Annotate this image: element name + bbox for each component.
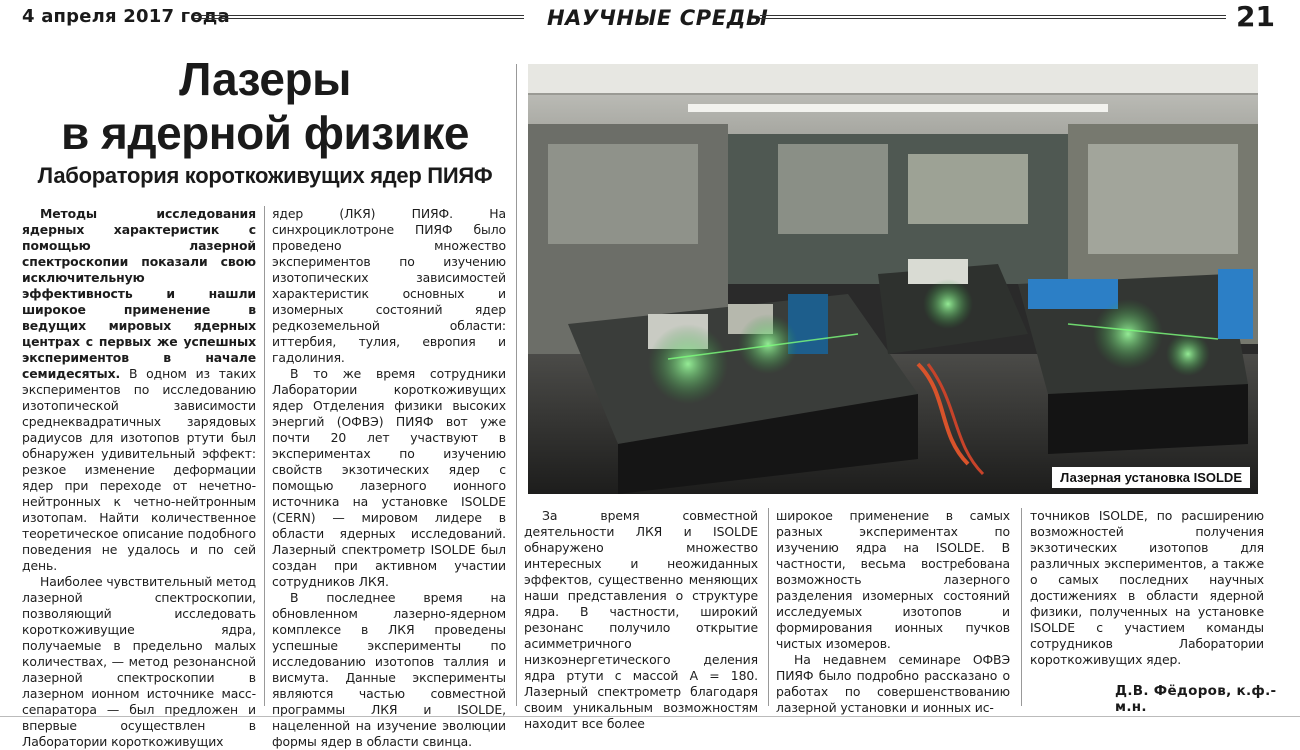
text-column-3 [524, 508, 758, 732]
column-separator [516, 64, 517, 706]
paragraph: За время совместной деятельности ЛКЯ и ISOLDE обнаружено множество интересных и неожиданных эффектов, существенно меняющих наши представления о структуре ядра. В частности, широкий резонанс получило открытие асимметричного низкоэнергетического деления ядра ртути с массой A = 180. Лазерный спектрометр благодаря своим уникальным возможностям находит все более [524, 508, 758, 731]
paragraph: ядер (ЛКЯ) ПИЯФ. На синхроциклотроне ПИЯФ было проведено множество экспериментов по изучению изотопических зависимостей характеристик основных и изомерных состояний ядер редкоземельной области: иттербия, тулия, европия и гадолиния. [272, 206, 506, 365]
headline-line-1: Лазеры [179, 53, 351, 105]
lead-text: Методы исследования ядерных характеристик с помощью лазерной спектроскопии показали свою исключительную эффективность и нашли широкое применение в ведущих мировых ядерных центрах с первых же успешных экспериментов в начале семидесятых. [22, 206, 256, 381]
article-subheadline: Лаборатория короткоживущих ядер ПИЯФ [37, 163, 493, 188]
author-signature: Д.В. Фёдоров, к.ф.-м.н. [1115, 683, 1277, 715]
paragraph: точников ISOLDE, по расширению возможностей получения экзотических изотопов для различных экспериментов, а также о самых последних научных достижениях в области ядерной физики, полученных на установке ISOLDE с участием команды сотрудников Лаборатории короткоживущих ядер. [1030, 508, 1264, 667]
header-rule-left [194, 15, 524, 19]
paragraph: На недавнем семинаре ОФВЭ ПИЯФ было подробно рассказано о работах по совершенствованию лазерной установки и ионных ис- [776, 652, 1010, 715]
lab-photo [528, 64, 1258, 494]
lead-paragraph [22, 206, 256, 574]
text-column-1 [22, 206, 256, 750]
page-number: 21 [1236, 0, 1275, 33]
column-separator [264, 206, 265, 706]
text-column-4 [776, 508, 1010, 716]
issue-date: 4 апреля 2017 года [22, 6, 230, 27]
article-headline [30, 52, 500, 160]
photo-caption: Лазерная установка ISOLDE [1052, 467, 1250, 488]
paragraph: В то же время сотрудники Лаборатории короткоживущих ядер Отделения физики высоких энергий (ОФВЭ) ПИЯФ вот уже почти 20 лет участвуют в экспериментах по изучению свойств экзотических ядер с помощью лазерного ионного источника на установке ISOLDE (CERN) — мировом лидере в области ядерных исследований. Лазерный спектрометр ISOLDE был создан при активном участии сотрудников ЛКЯ. [272, 366, 506, 589]
paragraph: широкое применение в самых разных экспериментах по изучению ядра на ISOLDE. В частности, весьма востребована возможность лазерного разделения изомерных состояний исследуемых изотопов и формирования ионных пучков чистых изомеров. [776, 508, 1010, 651]
text-column-2 [272, 206, 506, 750]
header-rule-right [760, 15, 1226, 19]
column-separator [1021, 508, 1022, 706]
paragraph-text: В одном из таких экспериментов по исследованию изотопической зависимости среднеквадратичных зарядовых радиусов для изотопов ртути был обнаружен удивительный эффект: резкое изменение деформации ядер при переходе от нечетно-нейтронных к четно-нейтронным изотопам. Найти количественное теоретическое описание подобного поведения не удалось и по сей день. [22, 366, 256, 573]
paragraph: В последнее время на обновленном лазерно-ядерном комплексе в ЛКЯ проведены успешные эксперименты по исследованию изотопов таллия и висмута. Данные эксперименты являются частью совместной программы ЛКЯ и ISOLDE, нацеленной на изучение эволюции формы ядер в области свинца. [272, 590, 506, 749]
text-column-5 [1030, 508, 1264, 668]
headline-line-2: в ядерной физике [61, 107, 469, 159]
section-title: НАУЧНЫЕ СРЕДЫ [547, 6, 769, 30]
bottom-rule [0, 716, 1300, 717]
column-separator [768, 508, 769, 706]
laser-lab-illustration [528, 64, 1258, 494]
paragraph: Наиболее чувствительный метод лазерной спектроскопии, позволяющий исследовать короткоживущие ядра, получаемые в предельно малых количествах, — метод резонансной лазерной спектроскопии в лазерном ионном источнике масс-сепаратора — был предложен и впервые осуществлен в Лаборатории короткоживущих [22, 574, 257, 749]
